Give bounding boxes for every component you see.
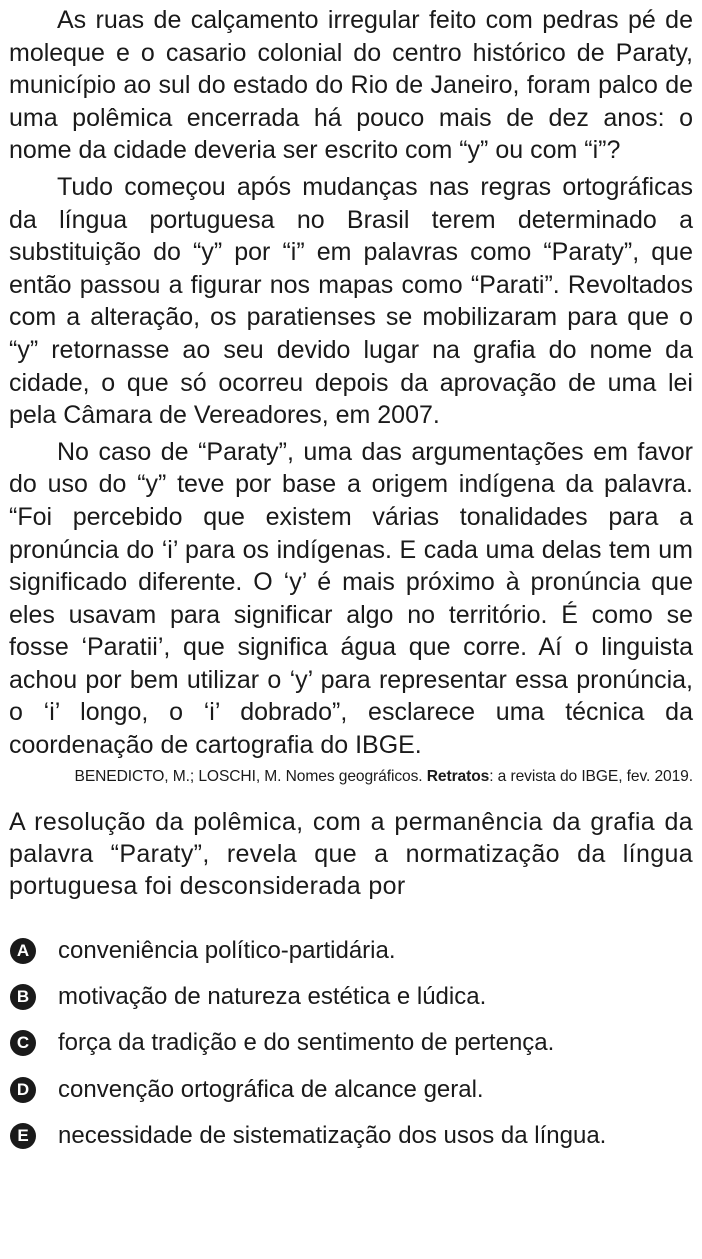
reading-passage [9, 4, 693, 762]
option-a[interactable] [9, 928, 693, 974]
option-d[interactable] [9, 1067, 693, 1113]
option-b-letter-badge: B [10, 984, 36, 1010]
option-b[interactable] [9, 974, 693, 1020]
passage-paragraph-3: No caso de “Paraty”, uma das argumentações em favor do uso do “y” teve por base a origem indígena da palavra. “Foi percebido que existem várias tonalidades para a pronúncia do ‘i’ para os indígenas. E cada uma delas tem um significado diferente. O ‘y’ é mais próximo à pronúncia que eles usavam para significar algo no território. É como se fosse ‘Paratii’, que significa água que corre. Aí o linguista achou por bem utilizar o ‘y’ para representar essa pronúncia, o ‘i’ longo, o ‘i’ dobrado”, esclarece uma técnica da coordenação de cartografia do IBGE. [9, 437, 693, 760]
option-d-text: convenção ortográfica de alcance geral. [58, 1075, 484, 1103]
option-c-text: força da tradição e do sentimento de pertença. [58, 1029, 555, 1057]
option-c-letter-badge: C [10, 1030, 36, 1056]
option-c[interactable] [9, 1020, 693, 1066]
citation-authors: BENEDICTO, M.; LOSCHI, M. Nomes geográficos. [74, 767, 427, 785]
answer-options [9, 928, 693, 1159]
passage-paragraph-2: Tudo começou após mudanças nas regras ortográficas da língua portuguesa no Brasil terem determinado a substituição do “y” por “i” em palavras como “Paraty”, que então passou a figurar nos mapas como “Parati”. Revoltados com a alteração, os paratienses se mobilizaram para que o “y” retornasse ao seu devido lugar na grafia do nome da cidade, o que só ocorreu depois da aprovação de uma lei pela Câmara de Vereadores, em 2007. [9, 172, 693, 430]
option-a-letter-badge: A [10, 938, 36, 964]
option-e-letter-badge: E [10, 1123, 36, 1149]
option-d-letter-badge: D [10, 1077, 36, 1103]
source-citation [9, 766, 693, 788]
option-e[interactable] [9, 1113, 693, 1159]
option-e-text: necessidade de sistematização dos usos da língua. [58, 1121, 607, 1149]
question-stem: A resolução da polêmica, com a permanência da grafia da palavra “Paraty”, revela que a normatização da língua portuguesa foi desconsiderada por [9, 807, 693, 900]
option-b-text: motivação de natureza estética e lúdica. [58, 983, 487, 1011]
passage-paragraph-1: As ruas de calçamento irregular feito com pedras pé de moleque e o casario colonial do centro histórico de Paraty, município ao sul do estado do Rio de Janeiro, foram palco de uma polêmica encerrada há pouco mais de dez anos: o nome da cidade deveria ser escrito com “y” ou com “i”? [9, 6, 693, 165]
option-a-text: conveniência político-partidária. [58, 936, 396, 964]
citation-source-title: Retratos [426, 767, 490, 785]
citation-details: : a revista do IBGE, fev. 2019. [489, 767, 693, 785]
